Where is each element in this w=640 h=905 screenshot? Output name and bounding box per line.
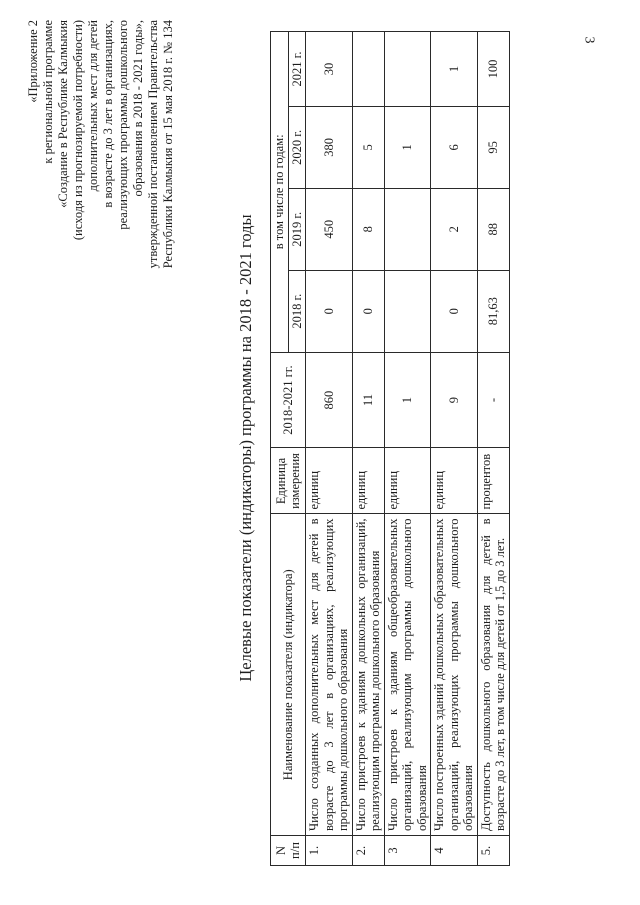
row-name: Число созданных дополнительных мест для детей в возрасте до 3 лет в организациях, реализующих программы дошкольного образования <box>306 514 353 836</box>
indicators-table <box>270 31 510 866</box>
row-2019: 88 <box>477 188 509 270</box>
row-total: 11 <box>352 352 384 448</box>
row-2021: 1 <box>431 32 478 107</box>
header-year-2021: 2021 г. <box>288 32 306 107</box>
header-name: Наименование показателя (индикатора) <box>271 514 306 836</box>
header-year-2020: 2020 г. <box>288 106 306 188</box>
header-including: в том числе по годам: <box>271 32 289 353</box>
row-2020: 380 <box>306 106 353 188</box>
annex-line: реализующих программы дошкольного <box>116 20 130 230</box>
row-name: Число построенных зданий дошкольных образовательных организаций, реализующих программы дошкольного образования <box>431 514 478 836</box>
row-2018: 81,63 <box>477 270 509 352</box>
annex-line: «Приложение 2 <box>26 20 40 103</box>
table-row <box>306 32 353 866</box>
header-total: 2018-2021 гг. <box>271 352 306 448</box>
header-year-2018: 2018 г. <box>288 270 306 352</box>
row-name: Число пристроев к зданиям общеобразовательных организаций, реализующим программы дошкольного образования <box>384 514 431 836</box>
table-row <box>352 32 384 866</box>
row-2021 <box>352 32 384 107</box>
annex-line: в возрасте до 3 лет в организациях, <box>101 20 115 208</box>
document-title: Целевые показатели (индикаторы) программы на 2018 - 2021 годы <box>236 214 255 682</box>
annex-line: образования в 2018 - 2021 годы», <box>131 20 145 197</box>
table-row <box>384 32 431 866</box>
row-num: 5. <box>477 836 509 866</box>
table-body <box>306 32 510 866</box>
annex-line: утвержденной постановлением Правительства <box>146 20 160 269</box>
annex-line: дополнительных мест для детей <box>86 20 100 192</box>
row-2021: 30 <box>306 32 353 107</box>
row-unit: процентов <box>477 448 509 514</box>
row-2019: 2 <box>431 188 478 270</box>
rotated-page-content <box>26 8 626 888</box>
row-2020: 95 <box>477 106 509 188</box>
annex-line: Республики Калмыкия от 15 мая 2018 г. № 134 <box>161 20 175 269</box>
annex-line: к региональной программе <box>41 20 55 164</box>
row-2021 <box>384 32 431 107</box>
annex-block <box>26 20 176 460</box>
row-2020: 6 <box>431 106 478 188</box>
row-total: - <box>477 352 509 448</box>
row-num: 3 <box>384 836 431 866</box>
row-num: 2. <box>352 836 384 866</box>
row-2019: 8 <box>352 188 384 270</box>
row-2019: 450 <box>306 188 353 270</box>
row-unit: единиц <box>384 448 431 514</box>
row-2018: 0 <box>431 270 478 352</box>
row-name: Доступность дошкольного образования для детей в возрасте до 3 лет, в том числе для детей от 1,5 до 3 лет. <box>477 514 509 836</box>
row-total: 1 <box>384 352 431 448</box>
row-unit: единиц <box>352 448 384 514</box>
header-year-2019: 2019 г. <box>288 188 306 270</box>
row-unit: единиц <box>306 448 353 514</box>
row-2021: 100 <box>477 32 509 107</box>
row-2018 <box>384 270 431 352</box>
annex-line: «Создание в Республике Калмыкия <box>56 20 70 208</box>
table-row <box>431 32 478 866</box>
row-unit: единиц <box>431 448 478 514</box>
annex-line: (исходя из прогнозируемой потребности) <box>71 20 85 241</box>
row-2018: 0 <box>352 270 384 352</box>
row-2020: 1 <box>384 106 431 188</box>
header-unit: Единица измерения <box>271 448 306 514</box>
row-2018: 0 <box>306 270 353 352</box>
row-name: Число пристроев к зданиям дошкольных организаций, реализующим программы дошкольного образования <box>352 514 384 836</box>
row-total: 860 <box>306 352 353 448</box>
row-total: 9 <box>431 352 478 448</box>
row-2020: 5 <box>352 106 384 188</box>
header-num: N п/п <box>271 836 306 866</box>
row-2019 <box>384 188 431 270</box>
table-row <box>477 32 509 866</box>
row-num: 4 <box>431 836 478 866</box>
page-number: 3 <box>581 36 597 44</box>
row-num: 1. <box>306 836 353 866</box>
